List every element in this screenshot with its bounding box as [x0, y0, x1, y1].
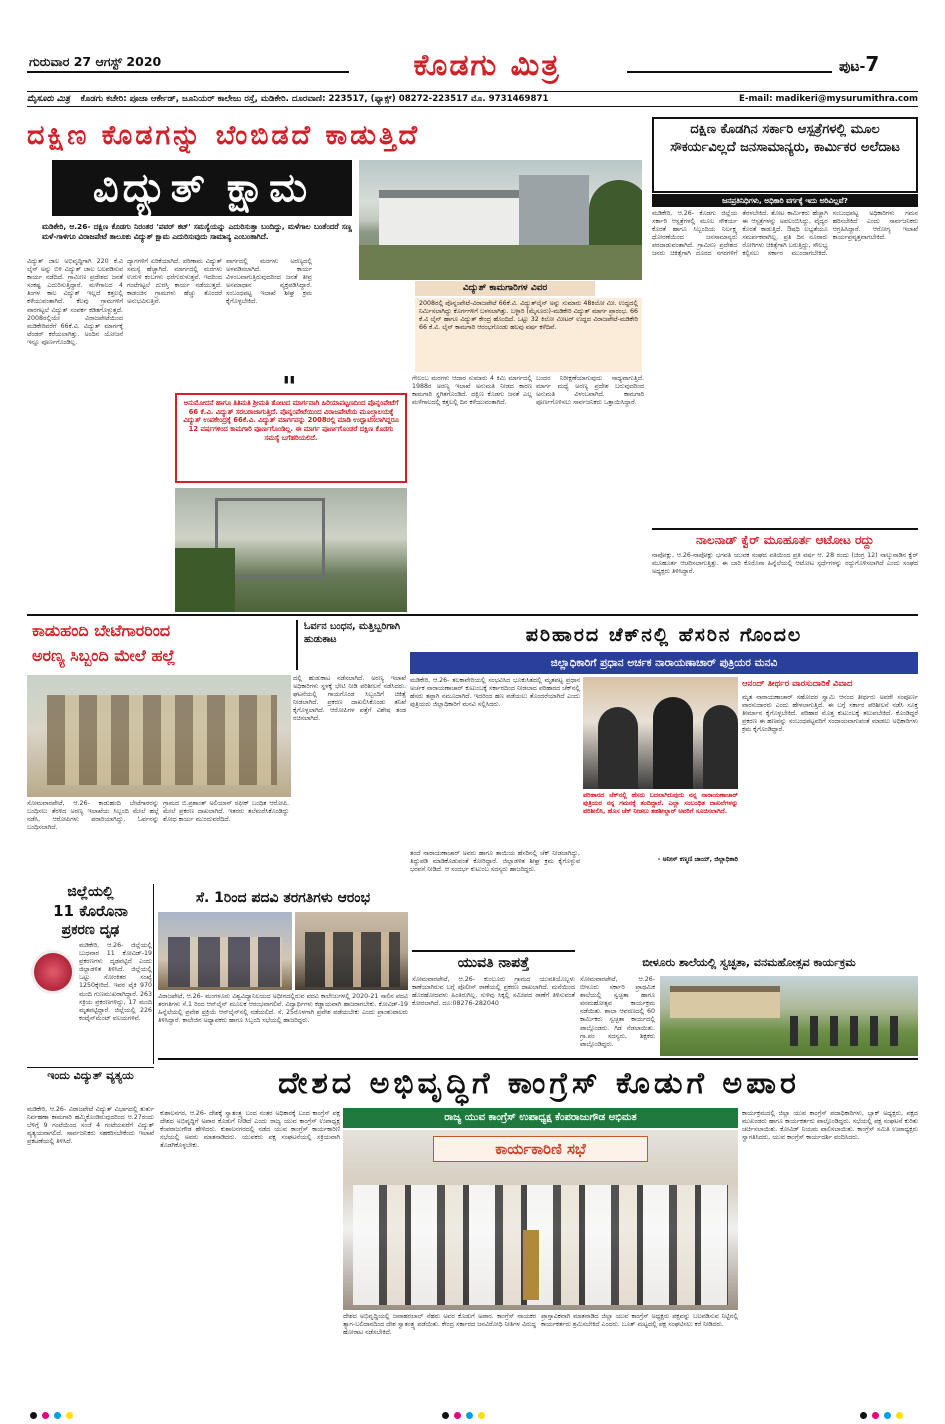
dot-magenta: [872, 1412, 879, 1419]
school-text: ಸೋಮವಾರಪೇಟೆ, ಆ.26- ಬೀಳೂರು ಸರ್ಕಾರಿ ಪ್ರಾಥಮಿಕ ಶಾಲೆಯಲ್ಲಿ ಸ್ವಚ್ಛತಾ ಹಾಗೂ ವನಮಹೋತ್ಸವ ಕಾರ್ಯಕ್ರಮ ನಡೆಯಿತು. ಶಾಲಾ ಆವರಣದಲ್ಲಿ 60 ಕಾರ್ಮಿಕರು ಸ್ವಚ್ಛತಾ ಕಾರ್ಯದಲ್ಲಿ ಪಾಲ್ಗೊಂಡರು. ಗಿಡ ನೆಡಲಾಯಿತು. ಗ್ರಾ.ಪಂ ಸದಸ್ಯರು, ಶಿಕ್ಷಕರು ಪಾಲ್ಗೊಂಡಿದ್ದರು.: [580, 976, 655, 1048]
email: E-mail: madikeri@mysurumithra.com: [739, 94, 918, 104]
person-3: [703, 705, 738, 789]
cheque-text-2: ತಂದೆ ನಾರಾಯಣಾಚಾರ್ ಅವರು ಹಾಗೂ ತಾಯಿಯ ಹೆಸರಿನಲ್ಲಿ ಚೆಕ್ ನೀಡಲಾಗಿದ್ದು, ತಿದ್ದುಪಡಿ ಮಾಡಿಕೊಡುವಂತೆ ಕೋರಿದ್ದಾರೆ. ಜಿಲ್ಲಾಡಳಿತ ಶೀಘ್ರ ಕ್ರಮ ಕೈಗೊಳ್ಳುವ ಭರವಸೆ ನೀಡಿದೆ. ಆ ಸಂದರ್ಭ ಕುಟುಂಬ ಸದಸ್ಯರು ಹಾಜರಿದ್ದರು.: [410, 850, 580, 874]
hospital-text: ಮಡಿಕೇರಿ, ಆ.26- ಕೊಡಗು ಜಿಲ್ಲೆಯ ಸರ್ಕಾರಿ ಆಸ್ಪತ್ರೆಗಳಲ್ಲಿ ಮೂಲ ಸೌಕರ್ಯ ಕೊರತೆ ಹಾಗೂ ಸಿಬ್ಬಂದಿಯ ನಿರ್ಲಕ್ಷ್ಯ ಧೋರಣೆಯಿಂದ ಜನಸಾಮಾನ್ಯರು ಪರದಾಡುವಂತಾಗಿದೆ. ಗ್ರಾಮೀಣ ಪ್ರದೇಶದ ಜನರು ಚಿಕಿತ್ಸೆಗಾಗಿ ದೂರದ ನಗರಗಳಿಗೆ ತೆರಳಬೇಕಿದೆ. ತೋಟ ಕಾರ್ಮಿಕರು ಹೆಚ್ಚಾಗಿ ಈ ಆಸ್ಪತ್ರೆಗಳನ್ನು ಅವಲಂಬಿಸಿದ್ದು, ವೈದ್ಯರ ಕೊರತೆ ಕಾಡುತ್ತಿದೆ. ಔಷಧಿ ಲಭ್ಯತೆಯೂ ಸಮರ್ಪಕವಾಗಿಲ್ಲ. ಪ್ರತಿ ದಿನ ನೂರಾರು ರೋಗಿಗಳು ಚಿಕಿತ್ಸೆಗಾಗಿ ಬರುತ್ತಿದ್ದು, ಸೌಲಭ್ಯ ಕಲ್ಪಿಸಲು ಸರ್ಕಾರ ಮುಂದಾಗಬೇಕಿದೆ. ಸಂಬಂಧಪಟ್ಟ ಅಧಿಕಾರಿಗಳು ಗಮನ ಹರಿಸಬೇಕಿದೆ ಎಂದು ಸಾರ್ವಜನಿಕರು ಆಗ್ರಹಿಸಿದ್ದಾರೆ. ಆರೋಗ್ಯ ಇಲಾಖೆ ಕಾರ್ಯಪ್ರವೃತ್ತವಾಗಬೇಕಿದೆ.: [652, 210, 918, 258]
lead-headline: ದಕ್ಷಿಣ ಕೊಡಗನ್ನು ಬೆಂಬಿಡದೆ ಕಾಡುತ್ತಿದೆ: [27, 120, 421, 151]
dot-yellow: [896, 1412, 903, 1419]
covid-head-3: ಪ್ರಕರಣ ದೃಢ: [61, 922, 120, 938]
poachers-text-1: ಗ್ರಾಮದ ಬಿ.ಪ್ರಶಾಂತ್ ಅಲಿಯಾಸ್ ರಫೀಕ್ ಬಂಧಿತ ಆರೋಪಿ. ಮೇಲೆ ಪ್ರಕರಣ ದಾಖಲಾಗಿದೆ. ಇತರರು ತಲೆಮರೆಸಿಕೊಂಡಿದ್ದು ಶೋಧ ಕಾರ್ಯ ಮುಂದುವರೆದಿದೆ.: [163, 800, 289, 824]
seated-people: [168, 937, 282, 987]
address-bar: [27, 91, 918, 107]
staff-figures: [47, 695, 277, 785]
dc-quote: ಪರಿಹಾರದ ಚೆಕ್‌ನಲ್ಲಿ ಹೆಸರು ಬದಲಾಗಿರುವುದು ನನ್ನ ನಾರಾಯಣಾಚಾರ್ ಪುತ್ರಿಯರ ನನ್ನ ಗಮನಕ್ಕೆ ತಂದಿದ್ದಾರೆ. ಎಲ್ಲಾ ಸಂಬಂಧಿತ ದಾಖಲೆಗಳನ್ನು ಪರಿಶೀಲಿಸಿ, ಹೊಸ ಚೆಕ್ ನೀಡಲು ತಹಶೀಲ್ದಾರ್ ಅವರಿಗೆ ಸೂಚಿಸಲಾಗಿದೆ.: [583, 792, 738, 815]
congress-text-2: ದೇಶದ ಅಭಿವೃದ್ಧಿಯಲ್ಲಿ ಜವಾಹರಲಾಲ್ ನೆಹರು ಅವರ ಕೊಡುಗೆ ಅಪಾರ. ಕಾಂಗ್ರೆಸ್ ನಾಯಕರ ತ್ಯಾಗ-ಬಲಿದಾನದಿಂದ ದೇಶ ಸ್ವಾತಂತ್ರ್ಯ ಪಡೆಯಿತು. ಕೇಂದ್ರ ಸರ್ಕಾರದ ಜನವಿರೋಧಿ ನೀತಿಗಳ ವಿರುದ್ಧ ಹೋರಾಟ ನಡೆಸಬೇಕಿದೆ.: [343, 1313, 536, 1337]
school-building: [670, 986, 780, 1018]
works-box-text: 2008ರಲ್ಲಿ ಪೊನ್ನಂಪೇಟೆ-ವಿರಾಜಪೇಟೆ 66ಕೆ.ವಿ. ವಿದ್ಯುತ್‌ಲೈನ್ ಅನ್ನು ಸುಮಾರು 48ಕಿಲೋ ಮೀ. ಉದ್ದದಲ್ಲಿ ನಿರ್ಮಿಸಲಾಗಿದ್ದು ಕೊರ್ಗಗಳಿಗೆ ಬಳಸಲಾಗಿತ್ತು. ಬಳ್ಳಾರಿ (ಮೈಸೂರು)-ಮಡಿಕೇರಿ ವಿದ್ಯುತ್ ಮಾರ್ಗ ಪ್ರಾರಂಭ. 66 ಕೆ.ವಿ ಲೈನ್ ಹಾಗೂ ವಿದ್ಯುತ್ ಕೇಂದ್ರ ಹೊಂದಿದೆ. ಒಟ್ಟು 32 ಕಿಲೋ ಮೀಟರ್ ಉದ್ದದ ವಿರಾಜಪೇಟೆ-ಮಡಿಕೇರಿ 66 ಕೆ.ವಿ. ಲೈನ್ ಕಾಮಗಾರಿ ಆರಂಭಗೊಂಡು ಹಲವು ವರ್ಷ ಕಳೆದಿವೆ.: [415, 298, 642, 372]
lead-col-2: ದ್ಯಾಗಗಳಿಗೆ ಏರಿಕೆಯಾಗಿದೆ. ಪರಿಣಾಮ ವಿದ್ಯುತ್ ಸಮಸ್ಯೆ ಹೆಚ್ಚಾಗಿದೆ. ಮಾರ್ಗದಲ್ಲಿ ಮರಗಳು ಉರುಳಿ ಕಂಬಗಳು ಧರೆಗುರುಳುತ್ತವೆ. ಇದರಿಂದ ಗಂಟೆಗಟ್ಟಲೆ ದುರಸ್ತಿ ಕಾರ್ಯ ನಡೆಯುತ್ತದೆ. ಕಾಡಂಚಿನ ಗ್ರಾಮಗಳು ಹೆಚ್ಚು ತೊಂದರೆ ಅನುಭವಿಸುತ್ತಿವೆ.: [127, 258, 222, 306]
congress-text-3: ಪ್ರಾಸ್ತಾವಿಕವಾಗಿ ಮಾತನಾಡಿದ ಜಿಲ್ಲಾ ಯುವ ಕಾಂಗ್ರೆಸ್ ಅಧ್ಯಕ್ಷರು ಪಕ್ಷವನ್ನು ಬಲಪಡಿಸುವ ನಿಟ್ಟಿನಲ್ಲಿ ಕಾರ್ಯಕರ್ತರು ಶ್ರಮಿಸಬೇಕಿದೆ ಎಂದರು. ಬೂತ್ ಮಟ್ಟದಲ್ಲಿ ಪಕ್ಷ ಸಂಘಟಿಸಲು ಕರೆ ನೀಡಿದರು.: [541, 1313, 738, 1329]
heritage-text: ಮೃತ ನಾರಾಯಣಾಚಾರ್ ಸಹೋದರ ಸ್ವಾಮಿ ಆನಂದ ತೀರ್ಥರು ಅವರೇ ಸಂಪೂರ್ಣ ವಾರಸುದಾರರು ಎಂದು ಹೇಳಲಾಗುತ್ತಿದೆ. ಈ ಬಗ್ಗೆ ಸರ್ಕಾರ ಪರಿಶೀಲನೆ ನಡೆಸಿ ಸೂಕ್ತ ತೀರ್ಮಾನ ಕೈಗೊಳ್ಳಬೇಕಿದೆ. ಪರಿಹಾರ ಮೊತ್ತ ಕುಟುಂಬಕ್ಕೆ ತಲುಪಬೇಕಿದೆ. ಕೊಂಡಿದ್ದರೆ ಪ್ರಕರಣ ಈ ಹಣವನ್ನು ಸಂಬಂಧಪಟ್ಟವರಿಗೆ ಸಂದಾಯವಾಗುವಂತೆ ಮಾಡಲು ಅಧಿಕಾರಿಗಳು ಕ್ರಮ ಕೈಗೊಂಡಿದ್ದಾರೆ.: [742, 694, 918, 734]
color-registration-right: [860, 1404, 908, 1423]
tree-left-shape: [175, 548, 235, 612]
covid-head-2: 11 ಕೊರೊನಾ: [53, 902, 128, 920]
lead-intro: ಮಡಿಕೇರಿ, ಆ.26- ದಕ್ಷಿಣ ಕೊಡಗು ನಿರಂತರ 'ಪವರ್ ಕಟ್' ಸಮಸ್ಯೆಯನ್ನು ಎದುರಿಸುತ್ತಾ ಬಂದಿದ್ದು, ಮಳೆಗಾಲ ಬಂತೆಂದರೆ ಸಣ್ಣ ಮಳೆ-ಗಾಳಿಗೂ ವಿರಾಜಪೇಟೆ ತಾಲೂಕು ವಿದ್ಯುತ್ ಕ್ಷಾಮ ಎದುರಿಸುವುದು ಸಾಮಾನ್ಯ ಎಂಬಂತಾಗಿದೆ.: [42, 222, 352, 241]
sub-logo: ಮೈಸೂರು ಮಿತ್ರ: [27, 94, 70, 104]
dot-cyan: [884, 1412, 891, 1419]
lead-banner: ವಿದ್ಯುತ್ ಕ್ಷಾಮ: [52, 160, 352, 216]
semester-text: ವಿರಾಜಪೇಟೆ, ಆ.26- ಮಂಗಳೂರು ವಿಶ್ವವಿದ್ಯಾನಿಲಯದ ಅಧೀನದಲ್ಲಿರುವ ಪದವಿ ಕಾಲೇಜುಗಳಲ್ಲಿ 2020-21 ಸಾಲಿನ ಪದವಿ ತರಗತಿಗಳು ಸೆ.1 ರಿಂದ ಆನ್‌ಲೈನ್ ಮೂಲಕ ಆರಂಭವಾಗಲಿವೆ. ವಿದ್ಯಾರ್ಥಿಗಳು ಕಡ್ಡಾಯವಾಗಿ ಹಾಜರಾಗಬೇಕು. ಕೋವಿಡ್-19 ಹಿನ್ನೆಲೆಯಲ್ಲಿ ಪ್ರವೇಶ ಪ್ರಕ್ರಿಯೆ ಆನ್‌ಲೈನ್‌ನಲ್ಲಿ ನಡೆಯಲಿದೆ. ಸೆ. 25ರೊಳಗಾಗಿ ಪ್ರವೇಶ ಪಡೆಯಬೇಕು ಎಂದು ಪ್ರಾಂಶುಪಾಲರು ತಿಳಿಸಿದ್ದಾರೆ. ಕಾಲೇಜಿನ ಅಧ್ಯಾಪಕರು ಹಾಗೂ ಸಿಬ್ಬಂದಿ ಸಭೆಯಲ್ಲಿ ಹಾಜರಿದ್ದರು.: [158, 993, 408, 1025]
hospital-headline: ದಕ್ಷಿಣ ಕೊಡಗಿನ ಸರ್ಕಾರಿ ಆಸ್ಪತ್ರೆಗಳಲ್ಲಿ ಮೂಲ ಸೌಕರ್ಯವಿಲ್ಲದೆ ಜನಸಾಮಾನ್ಯರು, ಕಾರ್ಮಿಕರ ಅಲೆದಾಟ: [652, 117, 918, 193]
person-2: [653, 697, 693, 789]
page-num: 7: [865, 52, 880, 76]
college-meeting-photo-1: [158, 912, 292, 990]
congress-text-1: ಕುಶಾಲನಗರ, ಆ.26- ದೇಶಕ್ಕೆ ಸ್ವಾತಂತ್ರ್ಯ ಬಂದ ನಂತರ ಅಧಿಕಾರಕ್ಕೆ ಬಂದ ಕಾಂಗ್ರೆಸ್ ಪಕ್ಷ ದೇಶದ ಅಭಿವೃದ್ಧಿಗೆ ಅಪಾರ ಕೊಡುಗೆ ನೀಡಿದೆ ಎಂದು ರಾಜ್ಯ ಯುವ ಕಾಂಗ್ರೆಸ್ ಉಪಾಧ್ಯಕ್ಷ ಕೆಂಪರಾಜುಗೌಡ ಹೇಳಿದರು. ಕುಶಾಲನಗರದಲ್ಲಿ ನಡೆದ ಯುವ ಕಾಂಗ್ರೆಸ್ ಕಾರ್ಯಕಾರಿಣಿ ಸಭೆಯಲ್ಲಿ ಅವರು ಮಾತನಾಡಿದರು. ಯುವಕರು ಪಕ್ಷ ಸಂಘಟನೆಯಲ್ಲಿ ಸಕ್ರಿಯವಾಗಿ ತೊಡಗಿಕೊಳ್ಳಬೇಕು.: [160, 1110, 340, 1150]
person-1: [598, 707, 638, 789]
dot-magenta: [454, 1412, 461, 1419]
cheque-sub: ಜಿಲ್ಲಾಧಿಕಾರಿಗೆ ಪ್ರಧಾನ ಅರ್ಚಕ ನಾರಾಯಣಾಚಾರ್ ಪುತ್ರಿಯರ ಮನವಿ: [410, 652, 918, 674]
lead-col-3: ವಾರ್ಗದಲ್ಲಿ ಮರಗಳು ಅರಣ್ಯದಲ್ಲಿ ಅಳವಡಿಸಲಾಗಿದೆ. ಕಾರ್ಯ ವಿಳಂಬವಾಗುತ್ತಿರುವುದರಿಂದ ಜನತೆ ತೀವ್ರ ಅಸಮಾಧಾನ ವ್ಯಕ್ತಪಡಿಸಿದ್ದಾರೆ. ಸಂಬಂಧಪಟ್ಟ ಇಲಾಖೆ ಶೀಘ್ರ ಕ್ರಮ ಕೈಗೊಳ್ಳಬೇಕಿದೆ.: [226, 258, 312, 306]
poachers-headline-2: ಅರಣ್ಯ ಸಿಬ್ಬಂದಿ ಮೇಲೆ ಹಲ್ಲೆ: [32, 646, 176, 665]
congress-headline: ದೇಶದ ಅಭಿವೃದ್ಧಿಗೆ ಕಾಂಗ್ರೆಸ್ ಕೊಡುಗೆ ಅಪಾರ: [278, 1066, 800, 1101]
pull-quote: ಅನುಮೋದನೆ ಹಾಗೂ ತಿತಿಮತಿ ಶ್ರೀಮತಿ ತೋಟದ ಮಾರ್ಗವಾಗಿ ಹಿರಿಯಾಪಟ್ಟಣದಿಂದ ಪೊನ್ನಂಪೇಟೆಗೆ 66 ಕೆ.ವಿ. ವಿದ್ಯುತ್ ಸರಬರಾಜಾಗುತ್ತಿದೆ. ಪೊನ್ನಂಪೇಟೆಯಿಂದ ವಿರಾಜಪೇಟೆಯ ಮೂಲ್ತಾಲಯಕ್ಕೆ ವಿದ್ಯುತ್ ಉಪಕೇಂದ್ರಕ್ಕೆ 66ಕೆ.ವಿ. ವಿದ್ಯುತ್ ಮಾರ್ಗವನ್ನು 2008ರಲ್ಲಿ ಮಾಡಿ ಉದ್ಘಾಟಿಸಲಾಗಿದ್ದರೂ 12 ವರ್ಷಗಳಿಂದ ಕಾಮಗಾರಿ ಪೂರ್ಣಗೊಂಡಿಲ್ಲ. ಈ ಮಾರ್ಗ ಪೂರ್ಣಗೊಂಡರೆ ದಕ್ಷಿಣ ಕೊಡಗು ಸಮಸ್ಯೆ ಬಗೆಹರಿಯಲಿದೆ.: [175, 393, 407, 483]
works-box-title: ವಿದ್ಯುತ್ ಕಾಮಗಾರಿಗಳ ವಿವರ: [415, 281, 595, 296]
poachers-text-2: ದಲ್ಲಿ ಹುಡುಕಾಟ ನಡೆಸಲಾಗಿದೆ. ಅರಣ್ಯ ಇಲಾಖೆ ಅಧಿಕಾರಿಗಳು ಸ್ಥಳಕ್ಕೆ ಭೇಟಿ ನೀಡಿ ಪರಿಶೀಲನೆ ನಡೆಸಿದರು. ಘಟನೆಯಲ್ಲಿ ಗಾಯಗೊಂಡ ಸಿಬ್ಬಂದಿಗೆ ಚಿಕಿತ್ಸೆ ನೀಡಲಾಗಿದೆ. ಪ್ರಕರಣ ದಾಖಲಿಸಿಕೊಂಡು ತನಿಖೆ ಕೈಗೊಳ್ಳಲಾಗಿದೆ. ಆರೋಪಿಗಳ ಪತ್ತೆಗೆ ವಿಶೇಷ ತಂಡ ರಚಿಸಲಾಗಿದೆ.: [293, 675, 406, 723]
office-address: ಕೊಡಗು ಕಚೇರಿ: ಪೂಜಾ ಆರ್ಕೇಡ್, ಜೂನಿಯರ್ ಕಾಲೇಜು ರಸ್ತೆ, ಮಡಿಕೇರಿ. ದೂರವಾಣಿ: 223517, (ಫ್ಯಾಕ್ಸ್) 08272-223517 ಮೊ. 9731469871: [80, 94, 549, 104]
color-registration-left: [30, 1404, 78, 1423]
dot-black: [30, 1412, 37, 1419]
transformer-shape: [519, 175, 589, 245]
daughters-photo: [583, 677, 738, 789]
lamp: [523, 1230, 539, 1300]
cheque-headline: ಪರಿಹಾರದ ಚೆಕ್‌ನಲ್ಲಿ ಹೆಸರಿನ ಗೊಂದಲ: [525, 624, 803, 646]
congress-text-4: ಕಾರ್ಯಕ್ರಮದಲ್ಲಿ ಜಿಲ್ಲಾ ಯುವ ಕಾಂಗ್ರೆಸ್ ಪದಾಧಿಕಾರಿಗಳು, ಬ್ಲಾಕ್ ಅಧ್ಯಕ್ಷರು, ಪಕ್ಷದ ಮುಖಂಡರು ಹಾಗೂ ಕಾರ್ಯಕರ್ತರು ಪಾಲ್ಗೊಂಡಿದ್ದರು. ಸಭೆಯಲ್ಲಿ ಪಕ್ಷ ಸಂಘಟನೆ ಕುರಿತು ಚರ್ಚಿಸಲಾಯಿತು. ಕೋವಿಡ್ ನಿಯಮ ಪಾಲಿಸಲಾಯಿತು. ಕಾಂಗ್ರೆಸ್ ಸಮಿತಿ ಉಪಾಧ್ಯಕ್ಷರು ಸ್ವಾಗತಿಸಿದರು, ಯುವ ಕಾಂಗ್ರೆಸ್ ಕಾರ್ಯದರ್ಶಿ ವಂದಿಸಿದರು.: [742, 1110, 918, 1142]
color-registration-center: [442, 1404, 490, 1423]
dot-cyan: [54, 1412, 61, 1419]
seated-people-2: [305, 932, 400, 987]
poachers-headline-1: ಕಾಡುಹಂದಿ ಬೇಟೆಗಾರರಿಂದ: [32, 621, 171, 640]
power-cut-head: ಇಂದು ವಿದ್ಯುತ್ ವ್ಯತ್ಯಯ: [27, 1067, 154, 1103]
quote-mark: ": [282, 370, 297, 403]
semester-headline: ಸೆ. 1ರಿಂದ ಪದವಿ ತರಗತಿಗಳು ಆರಂಭ: [195, 890, 371, 906]
divider-1: [27, 614, 918, 616]
covid-box: [27, 884, 154, 1064]
lead-col-4: ಗೇಲಂಬ ಮರಗಳು ಆದಾರ ಸುಮಾರು 4 ಕಿಮಿ ಮಾರ್ಗದಲ್ಲಿ 1988ರ ಅರಣ್ಯ ಇಲಾಖೆ ಅನುಮತಿ ನೀಡದ ಕಾರಣ ಕಾಮಗಾರಿ ಸ್ಥಗಿತಗೊಂಡಿದೆ. ದಕ್ಷಿಣ ಕೊಡಗು ಜನತೆ ಎಲ್ಲ ಮಳೆಗಾಲದಲ್ಲಿ ಕತ್ತಲಲ್ಲಿ ದಿನ ಕಳೆಯುವಂತಾಗಿದೆ.: [412, 375, 532, 407]
cheque-text-1: ಮಡಿಕೇರಿ, ಆ.26- ತಲಕಾವೇರಿಯಲ್ಲಿ ಸಂಭವಿಸಿದ ಭೂಕುಸಿತದಲ್ಲಿ ಮೃತಪಟ್ಟ ಪ್ರಧಾನ ಅರ್ಚಕ ನಾರಾಯಣಾಚಾರ್ ಕುಟುಂಬಕ್ಕೆ ಸರ್ಕಾರದಿಂದ ನೀಡಲಾದ ಪರಿಹಾರದ ಚೆಕ್‌ನಲ್ಲಿ ಹೆಸರು ತಪ್ಪಾಗಿ ನಮೂದಾಗಿದೆ. ಇದರಿಂದ ಹಣ ಪಡೆಯಲು ತೊಂದರೆಯಾಗಿದೆ ಎಂದು ಪುತ್ರಿಯರು ಜಿಲ್ಲಾಧಿಕಾರಿಗೆ ಮನವಿ ಸಲ್ಲಿಸಿದರು.: [410, 677, 580, 709]
masthead-line: [27, 71, 349, 73]
masthead-line-right: [627, 71, 832, 73]
lead-col-1: ವಿದ್ಯುತ್ ಜಾಲ ಅಭಿವೃದ್ಧಿಗಾಗಿ 220 ಕೆ.ವಿ ಲೈನ್ ಅನ್ನು ಬಿಳಿ ವಿದ್ಯುತ್ ಜಾಲ ಬಲಪಡಿಸುವ ಕಾರ್ಯ ನಡೆದಿದೆ. ಗ್ರಾಮೀಣ ಪ್ರದೇಶದ ಜನತೆ ಸಂಕಷ್ಟ ಎದುರಿಸುತ್ತಿದ್ದಾರೆ. ಮಳೆಗಾಲದ 4 ತಿಂಗಳ ಕಾಲ ವಿದ್ಯುತ್ ಇಲ್ಲದೆ ಕತ್ತಲಲ್ಲಿ ಕಳೆಯುವಂತಾಗಿದೆ. ಕೆಲವು ಗ್ರಾಮಗಳಿಗೆ ವಾರಗಟ್ಟಲೆ ವಿದ್ಯುತ್ ಸಂಪರ್ಕ ಕಡಿತಗೊಳ್ಳುತ್ತದೆ. 2008ರಲ್ಲಿಯೇ ವಿರಾಜಪೇಟೆಯಿಂದ ಮಡಿಕೇರಿವರೆಗೆ 66ಕೆ.ವಿ. ವಿದ್ಯುತ್ ಮಾರ್ಗಕ್ಕೆ ಟೆಂಡರ್ ಕರೆಯಲಾಗಿತ್ತು. ಅಂದಿನ ಯೋಜನೆ ಇನ್ನೂ ಪೂರ್ಣಗೊಂಡಿಲ್ಲ.: [27, 258, 123, 346]
issue-date: ಗುರುವಾರ 27 ಆಗಸ್ಟ್ 2020: [29, 54, 162, 69]
dc-sign: - ಅನೀಸ್ ಕಣ್ಮಣಿ ಜಾಯ್, ಜಿಲ್ಲಾಧಿಕಾರಿ: [657, 856, 738, 863]
school-cleanup-photo: [660, 976, 918, 1056]
fence-shape: [359, 245, 642, 280]
page-number: [839, 52, 879, 76]
congress-sub: ರಾಜ್ಯ ಯುವ ಕಾಂಗ್ರೆಸ್ ಉಪಾಧ್ಯಕ್ಷ ಕೆಂಪರಾಜುಗೌಡ ಅಭಿಮತ: [343, 1108, 738, 1128]
dot-yellow: [66, 1412, 73, 1419]
nalanad-text: ನಾಪೋಕ್ಲು, ಆ.26-ನಾಪೋಕ್ಲು ಭಗವತಿ ಯುವಕ ಸಂಘದ ವತಿಯಿಂದ ಪ್ರತಿ ವರ್ಷ ಆ. 28 ರಂದು (ಚಿಂಗ್ರ 12) ನಾಲ್ಕುನಾಡಿನ ಕ್ವೆರ್ ಮೂಹೂರ್ತ ಆಚರಿಸಲಾಗುತ್ತಿತ್ತು. ಈ ಬಾರಿ ಕೊರೊನಾ ಹಿನ್ನೆಲೆಯಲ್ಲಿ ಆಟೋಟ ಸ್ಪರ್ಧೆಗಳನ್ನು ರದ್ದುಗೊಳಿಸಲಾಗಿದೆ ಎಂದು ಸಂಘದ ಅಧ್ಯಕ್ಷರು ತಿಳಿಸಿದ್ದಾರೆ.: [652, 552, 918, 576]
crowd: [353, 1185, 728, 1305]
masthead: [27, 50, 918, 92]
transformer-photo: [175, 488, 407, 612]
dot-cyan: [466, 1412, 473, 1419]
poachers-side-head: ಓರ್ವನ ಬಂಧನ, ಮತ್ತಿಬ್ಬರಿಗಾಗಿ ಹುಡುಕಾಟ: [296, 620, 401, 670]
page-prefix: ಪುಟ-: [839, 59, 866, 75]
newspaper-title: ಕೊಡಗು ಮಿತ್ರ: [413, 48, 561, 83]
missing-text: ಸೋಮವಾರಪೇಟೆ, ಆ.26- ಕುಂಬೂರು ಗ್ರಾಮದ ಯುವತಿಯೊಬ್ಬಳು ಕಾಣೆಯಾಗಿರುವ ಬಗ್ಗೆ ಪೊಲೀಸ್ ಠಾಣೆಯಲ್ಲಿ ಪ್ರಕರಣ ದಾಖಲಾಗಿದೆ. ಮನೆಯಿಂದ ಹೊರಹೋದವಳು ಹಿಂತಿರುಗಿಲ್ಲ. ಸುಳಿವು ಸಿಕ್ಕಲ್ಲಿ ಸಮೀಪದ ಠಾಣೆಗೆ ತಿಳಿಸುವಂತೆ ಕೋರಲಾಗಿದೆ. ದೂ:08276-282040: [412, 976, 575, 1008]
nalanad-headline: ನಾಲನಾಡ್ ಕ್ವೆರ್ ಮೂಹೂರ್ತ ಆಟೋಟ ರದ್ದು: [652, 528, 918, 550]
college-meeting-photo-2: [295, 912, 408, 990]
power-cut-text: ಮಡಿಕೇರಿ, ಆ.26- ವಿರಾಜಪೇಟೆ ವಿದ್ಯುತ್ ವಿಭಾಗದಲ್ಲಿ ತುರ್ತು ನಿರ್ವಹಣಾ ಕಾಮಗಾರಿ ಹಮ್ಮಿಕೊಂಡಿರುವುದರಿಂದ ಆ.27ರಂದು ಬೆಳಿಗ್ಗೆ 9 ಗಂಟೆಯಿಂದ ಸಂಜೆ 4 ಗಂಟೆಯವರೆಗೆ ವಿದ್ಯುತ್ ವ್ಯತ್ಯಯವಾಗಲಿದೆ. ಸಾರ್ವಜನಿಕರು ಸಹಕರಿಸಬೇಕೆಂದು ಇಲಾಖೆ ಪ್ರಕಟಣೆಯಲ್ಲಿ ತಿಳಿಸಿದೆ.: [27, 1106, 154, 1146]
school-headline: ಬೀಳೂರು ಶಾಲೆಯಲ್ಲಿ ಸ್ವಚ್ಛತಾ, ವನಮಹೋತ್ಸವ ಕಾರ್ಯಕ್ರಮ: [642, 956, 856, 969]
divider-2: [158, 1058, 918, 1060]
covid-text: ಮಡಿಕೇರಿ, ಆ.26- ಜಿಲ್ಲೆಯಲ್ಲಿ ಬುಧವಾರ 11 ಕೋವಿಡ್-19 ಪ್ರಕರಣಗಳು ದೃಢಪಟ್ಟಿದೆ ಎಂದು ಜಿಲ್ಲಾಡಳಿತ ತಿಳಿಸಿದೆ. ಜಿಲ್ಲೆಯಲ್ಲಿ ಒಟ್ಟು ಸೋಂಕಿತರ ಸಂಖ್ಯೆ 1250ಕ್ಕೇರಿದೆ. ಇವರ ಪೈಕಿ 970 ಮಂದಿ ಗುಣಮುಖರಾಗಿದ್ದಾರೆ. 263 ಸಕ್ರಿಯ ಪ್ರಕರಣಗಳಿದ್ದು, 17 ಮಂದಿ ಮೃತಪಟ್ಟಿದ್ದಾರೆ. ಜಿಲ್ಲೆಯಲ್ಲಿ 226 ಕಂಟೈನ್‌ಮೆಂಟ್ ವಲಯಗಳಿವೆ.: [79, 942, 152, 1022]
heritage-head: ಆನಂದ್ ತೀರ್ಥರ ವಾರಸುದಾರಿಕೆ ವಿವಾದ: [742, 679, 853, 689]
substation-photo: [359, 160, 642, 280]
congress-meeting-photo: [343, 1130, 738, 1310]
lead-col-5: ಬಂದರ ನಿರೀಕ್ಷಣೆಯಾಗುವುದು ಸಾಧ್ಯವಾಗುತ್ತಿದೆ. ಮಾರ್ಗ ಮಧ್ಯೆ ಅರಣ್ಯ ಪ್ರದೇಶ ಬರುವುದರಿಂದ ಅನುಮತಿ ವಿಳಂಬವಾಗಿದೆ. ಕಾಮಗಾರಿ ಪೂರ್ಣಗೊಳಿಸಲು ಸಾರ್ವಜನಿಕರು ಒತ್ತಾಯಿಸಿದ್ದಾರೆ.: [536, 375, 644, 407]
volunteers: [790, 1016, 910, 1046]
forest-staff-photo: [27, 675, 291, 797]
missing-headline: ಯುವತಿ ನಾಪತ್ತೆ: [412, 950, 575, 974]
poachers-caption: ಸೋಮವಾರಪೇಟೆ, ಆ.26- ಕಾಡುಹಂದಿ ಬೇಟೆಗಾರರನ್ನು ಬಂಧಿಸಲು ತೆರಳಿದ ಅರಣ್ಯ ಇಲಾಖೆಯ ಸಿಬ್ಬಂದಿ ಮೇಲೆ ಹಲ್ಲೆ ನಡೆಸಿ, ಆರೋಪಿಗಳು ಪರಾರಿಯಾಗಿದ್ದು, ಓರ್ವನನ್ನು ಬಂಧಿಸಲಾಗಿದೆ.: [27, 800, 159, 832]
covid-head-1: ಜಿಲ್ಲೆಯಲ್ಲಿ: [67, 884, 114, 900]
dot-black: [860, 1412, 867, 1419]
dot-yellow: [478, 1412, 485, 1419]
dot-black: [442, 1412, 449, 1419]
hospital-sub: ಜನಪ್ರತಿನಿಧಿಗಳು, ಅಧಿಕಾರಿ ವರ್ಗಕ್ಕೆ ಇದು ಅರಿವಿಲ್ಲವೆ?: [652, 194, 918, 207]
stage-banner: ಕಾರ್ಯಕಾರಿಣಿ ಸಭೆ: [433, 1136, 648, 1162]
dot-magenta: [42, 1412, 49, 1419]
